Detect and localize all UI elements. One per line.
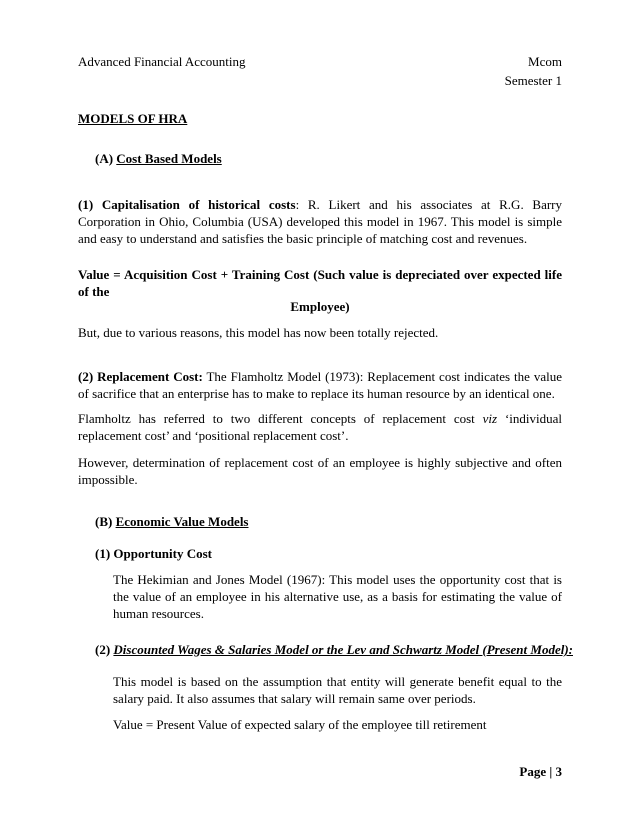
section-a-heading	[95, 150, 222, 167]
flamholtz-before: Flamholtz has referred to two different concepts of replacement cost	[78, 411, 483, 426]
opportunity-heading: (1) Opportunity Cost	[95, 546, 213, 561]
section-a-label: Cost Based Models	[116, 151, 222, 166]
page-number-value: 3	[555, 764, 562, 779]
header-course-title: Advanced Financial Accounting	[78, 54, 246, 69]
section-b-prefix: (B)	[95, 514, 116, 529]
capitalisation-heading: (1) Capitalisation of historical costs	[78, 197, 296, 212]
formula-line-2: Employee)	[290, 299, 350, 314]
discounted-heading-text: Discounted Wages & Salaries Model or the Lev and Schwartz Model (Present Model):	[113, 642, 573, 657]
discounted-paragraph: This model is based on the assumption that entity will generate benefit equal to the salary paid. It also assumes that salary will remain same over periods.	[113, 674, 562, 706]
discounted-value: Value = Present Value of expected salary of the employee till retirement	[113, 717, 487, 732]
flamholtz-after: ‘individual replacement cost’ and ‘positional replacement cost’.	[78, 411, 562, 443]
formula-line-1: Value = Acquisition Cost + Training Cost (Such value is depreciated over expected life of the	[78, 267, 562, 299]
section-b-label: Economic Value Models	[115, 514, 249, 529]
opportunity-paragraph: The Hekimian and Jones Model (1967): This model uses the opportunity cost that is the value of an employee in his alternative use, as a basis for estimating the value of human resources.	[113, 572, 562, 621]
page-title: MODELS OF HRA	[78, 111, 188, 126]
however-paragraph: However, determination of replacement cost of an employee is highly subjective and often impossible.	[78, 455, 562, 487]
header-program: Mcom	[528, 54, 562, 69]
header-semester: Semester 1	[504, 73, 562, 88]
section-a-prefix: (A)	[95, 151, 117, 166]
capitalisation-paragraph	[78, 196, 562, 247]
capitalisation-text: : R. Likert and his associates at R.G. Barry Corporation in Ohio, Columbia (USA) developed this model in 1967. This model is simple and easy to understand and satisfies the basic principle of matching cost and revenues.	[78, 197, 562, 246]
rejected-paragraph: But, due to various reasons, this model has now been totally rejected.	[78, 325, 439, 340]
discounted-prefix: (2)	[95, 642, 114, 657]
page-number	[519, 763, 562, 780]
discounted-heading	[95, 641, 573, 658]
flamholtz-paragraph	[78, 410, 562, 444]
page-label: Page |	[519, 764, 556, 779]
flamholtz-viz: viz	[482, 411, 498, 426]
section-b-heading	[95, 513, 249, 530]
replacement-heading: (2) Replacement Cost:	[78, 369, 203, 384]
replacement-text: The Flamholtz Model (1973): Replacement cost indicates the value of sacrifice that an enterprise has to make to replace its human resource by an identical one.	[78, 369, 562, 401]
replacement-paragraph	[78, 368, 562, 402]
